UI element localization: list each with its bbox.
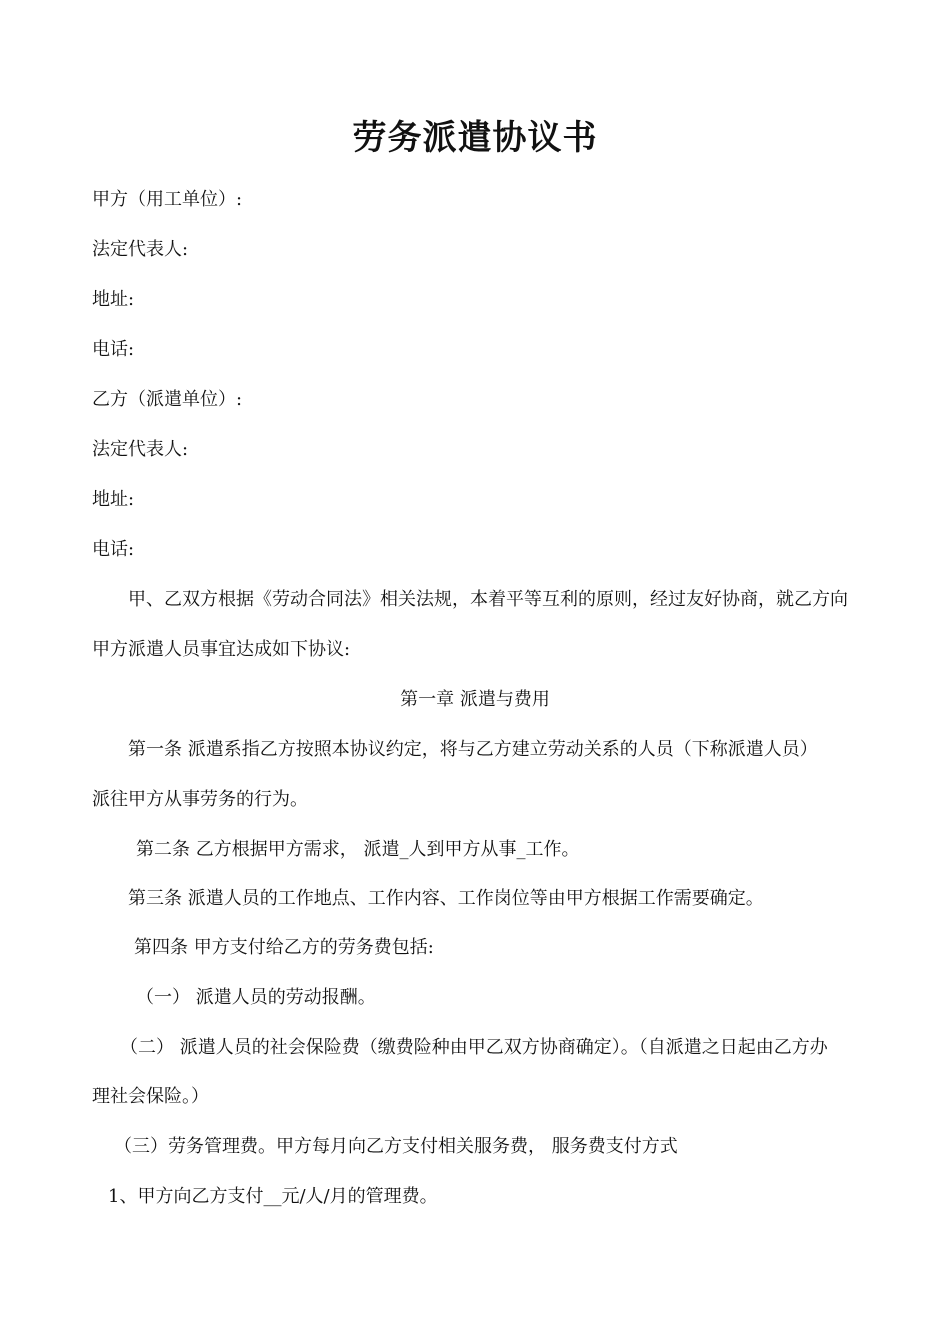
article-3: 第三条 派遣人员的工作地点、工作内容、工作岗位等由甲方根据工作需要确定。 — [128, 888, 764, 909]
party-b-representative: 法定代表人: — [92, 439, 189, 460]
intro-paragraph-line-2: 甲方派遣人员事宜达成如下协议: — [92, 639, 351, 660]
chapter-heading: 第一章 派遣与费用 — [400, 689, 550, 710]
article-1-line-2: 派往甲方从事劳务的行为。 — [92, 789, 308, 810]
document-title: 劳务派遣协议书 — [352, 118, 598, 158]
article-4-item-1: （一） 派遣人员的劳动报酬。 — [136, 987, 376, 1008]
article-4-item-3: （三）劳务管理费。甲方每月向乙方支付相关服务费， 服务费支付方式 — [114, 1136, 678, 1157]
party-b-label: 乙方（派遣单位）: — [92, 389, 243, 410]
article-2: 第二条 乙方根据甲方需求， 派遣_人到甲方从事_工作。 — [136, 839, 580, 860]
article-4-item-3-sub-1: 1、甲方向乙方支付__元/人/月的管理费。 — [108, 1186, 438, 1207]
party-b-phone: 电话: — [92, 539, 135, 560]
article-4-item-2-line-1: （二） 派遣人员的社会保险费（缴费险种由甲乙双方协商确定）。（自派遣之日起由乙方办 — [120, 1037, 828, 1058]
article-1-line-1: 第一条 派遣系指乙方按照本协议约定，将与乙方建立劳动关系的人员（下称派遣人员） — [128, 739, 818, 760]
article-4-item-2-line-2: 理社会保险。） — [92, 1086, 209, 1107]
article-4: 第四条 甲方支付给乙方的劳务费包括: — [134, 937, 434, 958]
party-b-address: 地址: — [92, 489, 135, 510]
party-a-address: 地址: — [92, 289, 135, 310]
intro-paragraph-line-1: 甲、乙双方根据《劳动合同法》相关法规，本着平等互利的原则，经过友好协商，就乙方向 — [128, 589, 848, 610]
party-a-label: 甲方（用工单位）: — [92, 189, 243, 210]
party-a-phone: 电话: — [92, 339, 135, 360]
party-a-representative: 法定代表人: — [92, 239, 189, 260]
